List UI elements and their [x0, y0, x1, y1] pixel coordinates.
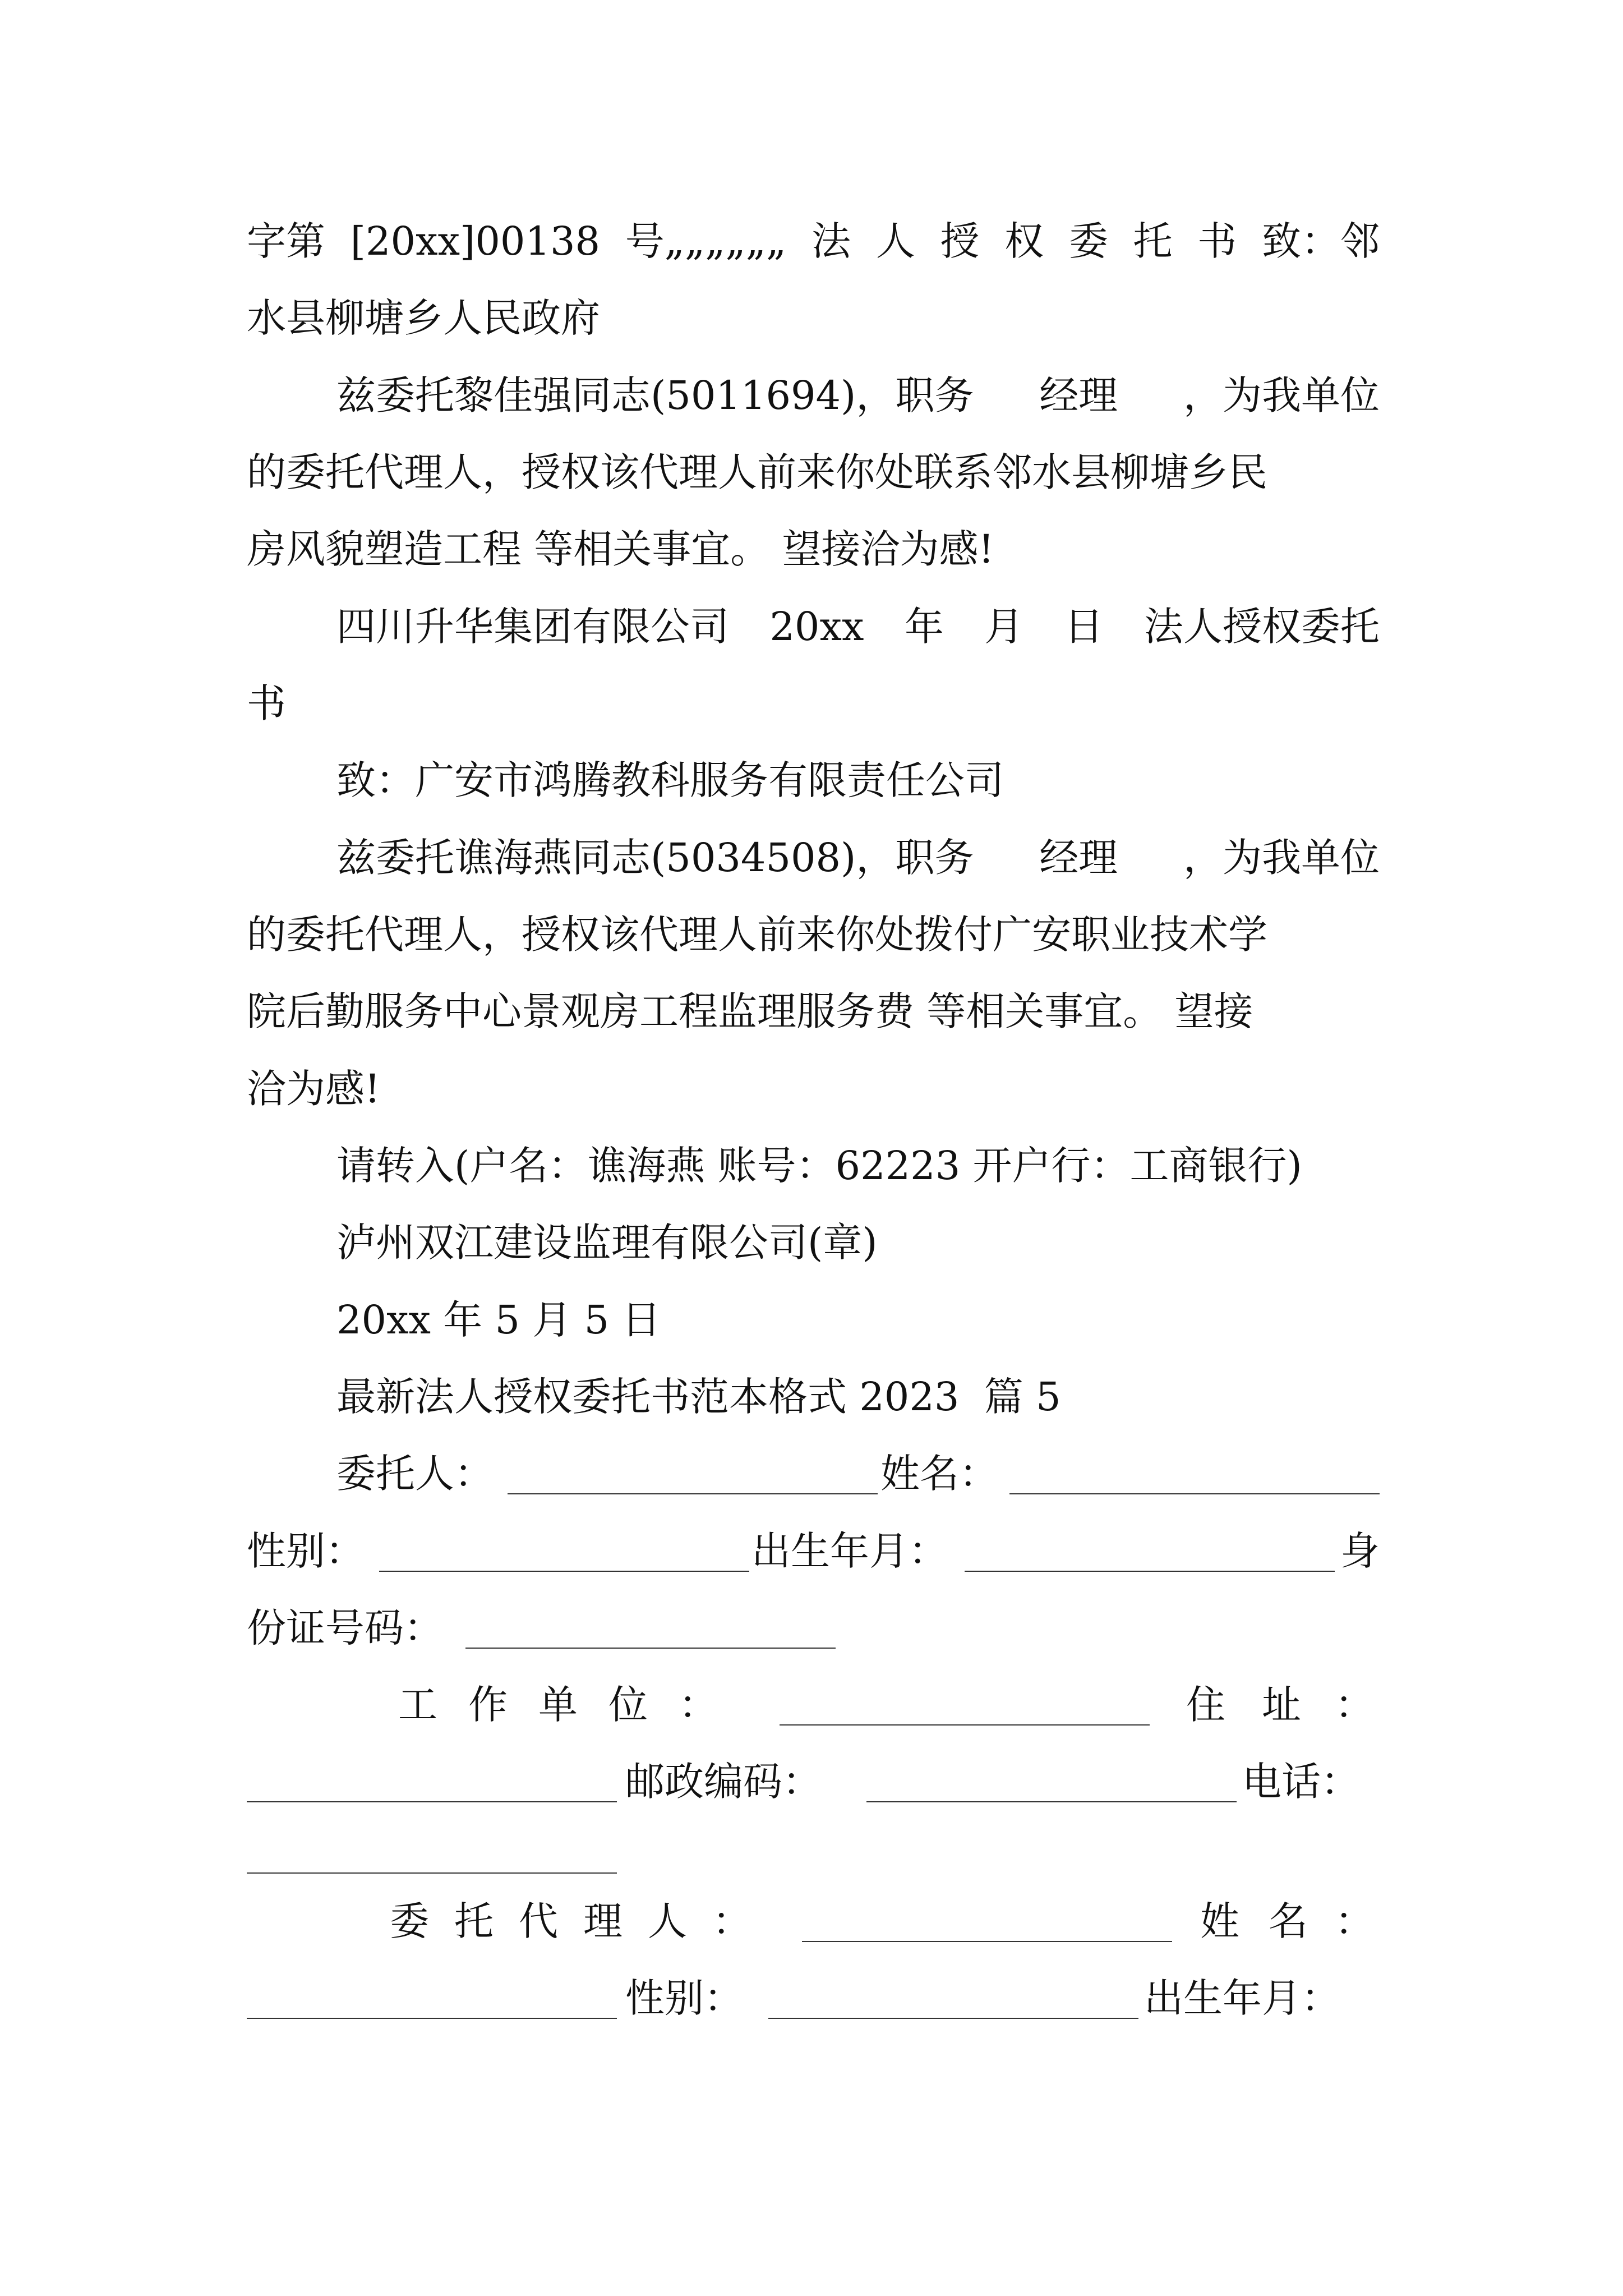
text-segment: 人 — [648, 1898, 687, 1944]
agent-name-label: 姓 — [1200, 1898, 1239, 1944]
header-line — [247, 216, 1380, 266]
agent-gender-blank[interactable] — [768, 2018, 1138, 2019]
body-line: 请转入(户名：谯海燕 账号：62223 开户行：工商银行) — [336, 1143, 1302, 1189]
text-segment: 20xx — [769, 604, 864, 650]
text-segment: 兹委托谯海燕同志(5034508)，职务 — [336, 835, 974, 881]
agent-birth-label: 出生年月： — [1144, 1975, 1340, 2021]
text-segment: 日 — [1064, 604, 1104, 650]
text-segment: ： — [712, 1898, 751, 1944]
address-label: ： — [1335, 1682, 1374, 1728]
text-segment: 理 — [583, 1898, 623, 1944]
phone-label: 电话： — [1242, 1759, 1360, 1805]
text-segment: 字第 — [247, 218, 325, 264]
name-label: 姓名： — [880, 1451, 998, 1497]
gender-blank[interactable] — [379, 1571, 749, 1572]
body-line: 院后勤服务中心景观房工程监理服务费 等相关事宜。 望接 — [247, 988, 1253, 1034]
text-segment: 权 — [1004, 218, 1044, 264]
body-line: 洽为感! — [247, 1066, 381, 1112]
text-segment: ，为我单位 — [1183, 372, 1380, 418]
text-segment: 号„„„„„„ — [625, 218, 787, 264]
phone-blank[interactable] — [247, 1872, 617, 1874]
text-segment: 法人授权委托 — [1144, 604, 1380, 650]
text-segment: 作 — [468, 1682, 508, 1728]
postcode-label: 邮政编码： — [625, 1759, 822, 1805]
agent-gender-label: 性别： — [625, 1975, 743, 2021]
text-segment: 年 — [904, 604, 944, 650]
principal-blank[interactable] — [508, 1493, 878, 1494]
text-segment: 授 — [940, 218, 980, 264]
text-segment: 委 — [390, 1898, 429, 1944]
body-line: 致：广安市鸿腾教科服务有限责任公司 — [336, 757, 1004, 803]
text-segment: 托 — [454, 1898, 494, 1944]
body-line: 身 — [1340, 1528, 1380, 1574]
text-segment: 代 — [519, 1898, 558, 1944]
postcode-blank[interactable] — [866, 1801, 1237, 1802]
agent-name-label: ： — [1335, 1898, 1374, 1944]
body-line: 书 — [247, 680, 286, 726]
address-blank[interactable] — [247, 1801, 617, 1802]
body-line — [336, 601, 1380, 652]
text-segment: 书 — [1197, 218, 1237, 264]
birth-blank[interactable] — [965, 1571, 1335, 1572]
body-line: 水县柳塘乡人民政府 — [247, 295, 600, 341]
text-segment: 托 — [1133, 218, 1173, 264]
id-number-blank[interactable] — [465, 1648, 836, 1649]
text-segment: 月 — [984, 604, 1024, 650]
id-number-label: 份证号码： — [247, 1605, 443, 1651]
text-segment: 经理 — [1039, 372, 1118, 418]
principal-label: 委托人： — [336, 1451, 494, 1497]
text-segment: 致：邻 — [1261, 218, 1380, 264]
date-line: 20xx 年 5 月 5 日 — [336, 1297, 661, 1343]
agent-name-label: 名 — [1269, 1898, 1308, 1944]
workplace-blank[interactable] — [780, 1724, 1150, 1726]
agent-blank[interactable] — [802, 1941, 1172, 1942]
section-title: 最新法人授权委托书范本格式 2023 篇 5 — [336, 1374, 1061, 1420]
body-line: 房风貌塑造工程 等相关事宜。 望接洽为感! — [247, 526, 994, 572]
body-line: 泸州双江建设监理有限公司(章) — [336, 1220, 878, 1266]
text-segment: [20xx]00138 — [350, 218, 601, 264]
name-blank[interactable] — [1009, 1493, 1380, 1494]
body-line — [336, 370, 1380, 421]
agent-label — [390, 1896, 751, 1947]
body-line: 的委托代理人，授权该代理人前来你处拨付广安职业技术学 — [247, 912, 1267, 958]
address-label: 住 — [1186, 1682, 1225, 1728]
text-segment: 人 — [875, 218, 915, 264]
text-segment: 位 — [608, 1682, 648, 1728]
gender-label: 性别： — [247, 1528, 365, 1574]
text-segment: 经理 — [1039, 835, 1118, 881]
body-line: 的委托代理人，授权该代理人前来你处联系邻水县柳塘乡民 — [247, 449, 1267, 495]
body-line — [336, 832, 1380, 883]
address-label: 址 — [1262, 1682, 1301, 1728]
text-segment: 工 — [398, 1682, 437, 1728]
text-segment: ： — [679, 1682, 718, 1728]
text-segment: 法 — [811, 218, 851, 264]
birth-label: 出生年月： — [751, 1528, 948, 1574]
workplace-label — [398, 1680, 718, 1730]
text-segment: 单 — [538, 1682, 578, 1728]
text-segment: 兹委托黎佳强同志(5011694)，职务 — [336, 372, 974, 418]
text-segment: ，为我单位 — [1183, 835, 1380, 881]
agent-name-blank[interactable] — [247, 2018, 617, 2019]
text-segment: 委 — [1068, 218, 1108, 264]
text-segment: 四川升华集团有限公司 — [336, 604, 729, 650]
